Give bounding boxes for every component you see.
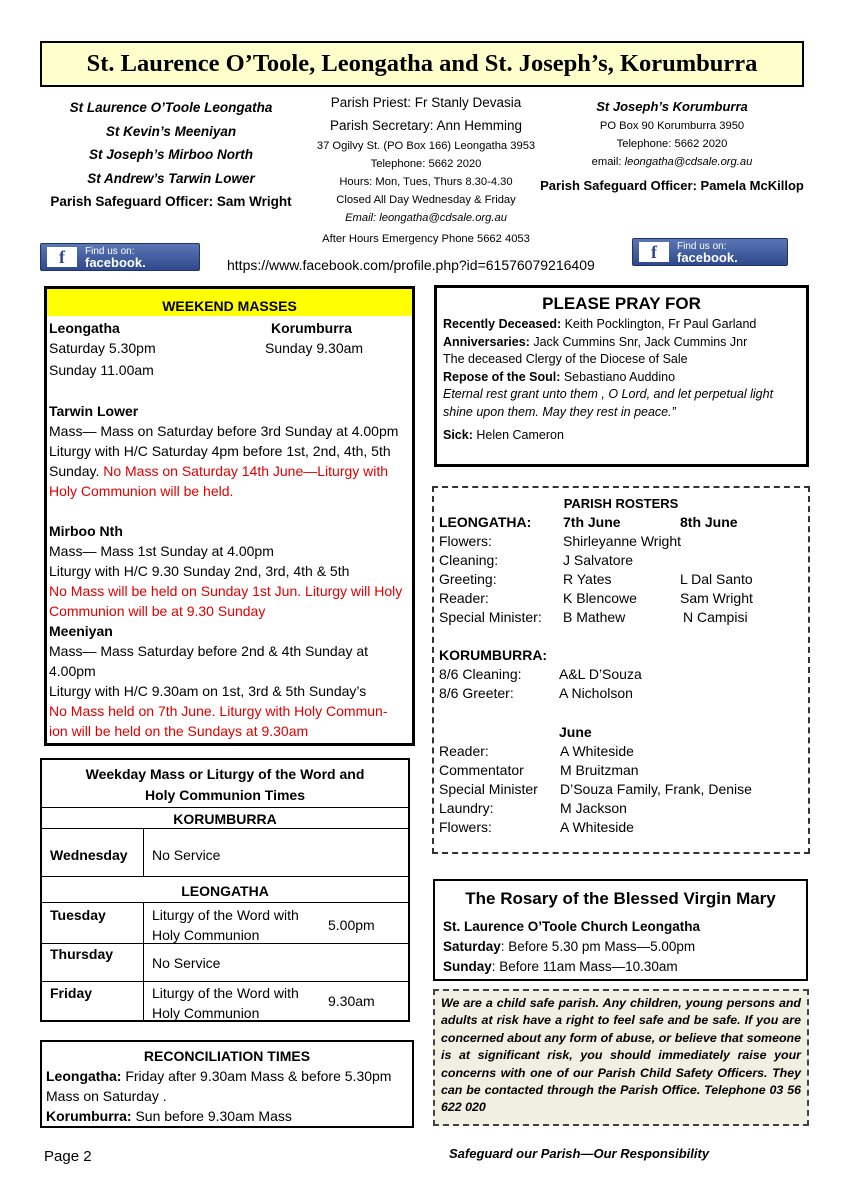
page-number: Page 2 xyxy=(44,1148,92,1165)
parish-rosters-box xyxy=(432,486,810,854)
weekend-masses-box xyxy=(44,286,415,746)
roster-role: Flowers: xyxy=(439,819,492,835)
korumburra-section-heading: KORUMBURRA xyxy=(173,811,277,827)
rosters-june-label: June xyxy=(559,724,592,740)
roster-role: 8/6 Cleaning: xyxy=(439,666,522,682)
eternal-rest-prayer: Eternal rest grant unto them , O Lord, and let perpetual light shine upon them. May they rest in peace.” xyxy=(443,387,774,419)
roster-name: L Dal Santo xyxy=(680,571,753,587)
roster-role: Special Minister: xyxy=(439,609,542,625)
roster-name: A Nicholson xyxy=(559,685,633,701)
parish-secretary: Parish Secretary: Ann Hemming xyxy=(329,118,523,133)
rosary-sunday: Sunday: Before 11am Mass—10.30am xyxy=(443,959,678,974)
roster-name: M Jackson xyxy=(560,800,627,816)
child-safe-notice: We are a child safe parish. Any children, young persons and adults at risk have a right to feel safe and be safe. If you are concerned about any form of abuse, or believe that someone is at significant risk, you should immediately raise your concerns with one of our Parish Child Safety Officers. They can be contacted through the Parish Office. Telephone 03 56 622 020 xyxy=(433,989,809,1126)
tarwin-label: Tarwin Lower xyxy=(49,403,139,419)
facebook-brand: facebook. xyxy=(85,255,146,270)
tarwin-line: Sunday. No Mass on Saturday 14th June—Liturgy with xyxy=(49,463,389,479)
roster-role: Reader: xyxy=(439,743,489,759)
facebook-brand: facebook. xyxy=(677,250,738,265)
roster-name: K Blencowe xyxy=(563,590,637,606)
anniversaries: Anniversaries: Jack Cummins Snr, Jack Cummins Jnr xyxy=(443,334,748,349)
reconciliation-heading: RECONCILIATION TIMES xyxy=(143,1048,311,1064)
mirboo-notice: No Mass will be held on Sunday 1st Jun. Liturgy will Holy xyxy=(49,583,403,599)
korumburra-label: Korumburra xyxy=(271,320,352,336)
weekday-desc: Liturgy of the Word with Holy Communion xyxy=(152,907,299,943)
weekday-desc: No Service xyxy=(152,955,221,971)
meeniyan-notice: ion will be held on the Sundays at 9.30am xyxy=(49,723,309,739)
weekday-times-table xyxy=(40,758,410,1022)
left-safeguard-officer: Parish Safeguard Officer: Sam Wright xyxy=(50,194,292,209)
office-hours: Hours: Mon, Tues, Thurs 8.30-4.30 xyxy=(339,176,513,188)
rosters-korumburra-label: KORUMBURRA: xyxy=(439,647,548,663)
office-closed: Closed All Day Wednesday & Friday xyxy=(336,194,516,206)
tarwin-line: Mass— Mass on Saturday before 3rd Sunday at 4.00pm xyxy=(49,423,399,439)
leongatha-label: Leongatha xyxy=(49,320,120,336)
parish-priest: Parish Priest: Fr Stanly Devasia xyxy=(330,95,522,110)
roster-name: D’Souza Family, Frank, Denise xyxy=(560,781,752,797)
footer-slogan: Safeguard our Parish—Our Responsibility xyxy=(449,1146,710,1161)
facebook-badge-left[interactable] xyxy=(40,243,200,271)
meeniyan-label: Meeniyan xyxy=(49,623,113,639)
roster-name: Shirleyanne Wright xyxy=(563,533,682,549)
roster-date: 8th June xyxy=(680,514,738,530)
find-us-label: Find us on: xyxy=(677,241,727,252)
korumburra-church: St Joseph’s Korumburra xyxy=(596,99,748,114)
recently-deceased: Recently Deceased: Keith Pocklington, Fr Paul Garland xyxy=(443,317,757,331)
korumburra-telephone: Telephone: 5662 2020 xyxy=(616,138,728,151)
roster-date: 7th June xyxy=(563,514,621,530)
parish-office-info xyxy=(295,91,557,248)
emergency-phone: After Hours Emergency Phone 5662 4053 xyxy=(322,233,530,245)
weekday-day: Tuesday xyxy=(50,907,106,923)
korumburra-info xyxy=(530,97,814,196)
roster-name: Sam Wright xyxy=(680,590,753,606)
roster-name: R Yates xyxy=(563,571,612,587)
rosters-leongatha-label: LEONGATHA: xyxy=(439,514,532,530)
rosary-heading: The Rosary of the Blessed Virgin Mary xyxy=(465,889,776,908)
roster-name: J Salvatore xyxy=(563,552,634,568)
korumburra-po-box: PO Box 90 Korumburra 3950 xyxy=(599,120,745,132)
find-us-label: Find us on: xyxy=(85,246,135,257)
facebook-icon: f xyxy=(639,242,669,262)
roster-role: Cleaning: xyxy=(439,552,499,568)
roster-name: A Whiteside xyxy=(560,743,634,759)
weekday-time: 5.00pm xyxy=(328,917,375,933)
left-church-list xyxy=(40,96,302,214)
leongatha-saturday: Saturday 5.30pm xyxy=(49,340,156,356)
rosters-heading: PARISH ROSTERS xyxy=(563,496,679,511)
roster-name: B Mathew xyxy=(563,609,626,625)
meeniyan-line: Mass— Mass Saturday before 2nd & 4th Sunday at xyxy=(49,643,369,659)
rosary-saturday: Saturday: Before 5.30 pm Mass—5.00pm xyxy=(443,939,696,954)
roster-name: N Campisi xyxy=(683,609,748,625)
mirboo-label: Mirboo Nth xyxy=(49,523,123,539)
leongatha-sunday: Sunday 11.00am xyxy=(49,362,154,378)
deceased-clergy: The deceased Clergy of the Diocese of Sale xyxy=(443,352,688,366)
facebook-badge-right[interactable] xyxy=(632,238,788,266)
church-name: St Andrew’s Tarwin Lower xyxy=(87,170,255,186)
korumburra-sunday: Sunday 9.30am xyxy=(265,340,364,356)
roster-role: Commentator xyxy=(439,762,524,778)
weekend-masses-heading: WEEKEND MASSES xyxy=(47,289,412,316)
sick-list: Sick: Helen Cameron xyxy=(443,428,564,442)
reconciliation-leongatha-cont: Mass on Saturday . xyxy=(46,1088,167,1104)
reconciliation-box xyxy=(40,1040,414,1128)
mirboo-line: Liturgy with H/C 9.30 Sunday 2nd, 3rd, 4th & 5th xyxy=(49,563,350,579)
church-name: St Joseph’s Mirboo North xyxy=(88,147,253,162)
weekday-day: Wednesday xyxy=(50,847,128,863)
weekday-time: 9.30am xyxy=(328,993,375,1009)
office-email: Email: leongatha@cdsale.org.au xyxy=(345,212,507,224)
pray-heading: PLEASE PRAY FOR xyxy=(542,294,701,313)
right-safeguard-officer: Parish Safeguard Officer: Pamela McKillop xyxy=(540,177,804,193)
meeniyan-line: 4.00pm xyxy=(49,663,96,679)
mirboo-line: Mass— Mass 1st Sunday at 4.00pm xyxy=(49,543,274,559)
church-name: St Kevin’s Meeniyan xyxy=(105,123,237,139)
facebook-url[interactable]: https://www.facebook.com/profile.php?id=61576079216409 xyxy=(227,257,595,273)
rosary-box xyxy=(433,879,808,981)
reconciliation-korumburra: Korumburra: Sun before 9.30am Mass xyxy=(46,1108,292,1124)
email-label: email: xyxy=(591,156,625,169)
roster-role: 8/6 Greeter: xyxy=(439,685,514,701)
rosary-church: St. Laurence O’Toole Church Leongatha xyxy=(443,919,701,934)
roster-role: Flowers: xyxy=(439,533,492,549)
tarwin-line: Liturgy with H/C Saturday 4pm before 1st, 2nd, 4th, 5th xyxy=(49,443,391,459)
leongatha-section-heading: LEONGATHA xyxy=(181,883,269,899)
office-telephone: Telephone: 5662 2020 xyxy=(370,158,482,170)
church-name: St Laurence O’Toole Leongatha xyxy=(69,100,273,115)
weekday-day: Thursday xyxy=(50,946,114,962)
tarwin-notice: Holy Communion will be held. xyxy=(49,483,234,499)
roster-role: Laundry: xyxy=(439,800,494,816)
roster-name: M Bruitzman xyxy=(560,762,639,778)
meeniyan-line: Liturgy with H/C 9.30am on 1st, 3rd & 5th Sunday’s xyxy=(49,683,367,699)
roster-name: A Whiteside xyxy=(560,819,634,835)
roster-role: Reader: xyxy=(439,590,489,606)
meeniyan-notice: No Mass held on 7th June. Liturgy with Holy Commun- xyxy=(49,703,388,719)
facebook-icon: f xyxy=(47,247,77,267)
weekday-day: Friday xyxy=(50,985,93,1001)
mirboo-notice: Communion will be at 9.30 Sunday xyxy=(49,603,266,619)
office-address: 37 Ogilvy St. (PO Box 166) Leongatha 3953 xyxy=(316,140,536,152)
weekday-desc: No Service xyxy=(152,847,221,863)
repose-of-soul: Repose of the Soul: Sebastiano Auddino xyxy=(443,369,676,384)
weekday-title: Weekday Mass or Liturgy of the Word and Holy Communion Times xyxy=(85,766,365,803)
roster-role: Greeting: xyxy=(439,571,497,587)
email-address[interactable]: leongatha@cdsale.org.au xyxy=(624,156,753,169)
weekday-desc: Liturgy of the Word with Holy Communion xyxy=(152,985,299,1021)
roster-role: Special Minister xyxy=(439,781,538,797)
reconciliation-leongatha: Leongatha: Friday after 9.30am Mass & before 5.30pm xyxy=(46,1068,392,1084)
roster-name: A&L D’Souza xyxy=(559,666,642,682)
please-pray-box xyxy=(434,285,809,467)
korumburra-email xyxy=(530,153,814,171)
parish-title: St. Laurence O’Toole, Leongatha and St. Joseph’s, Korumburra xyxy=(40,41,804,87)
